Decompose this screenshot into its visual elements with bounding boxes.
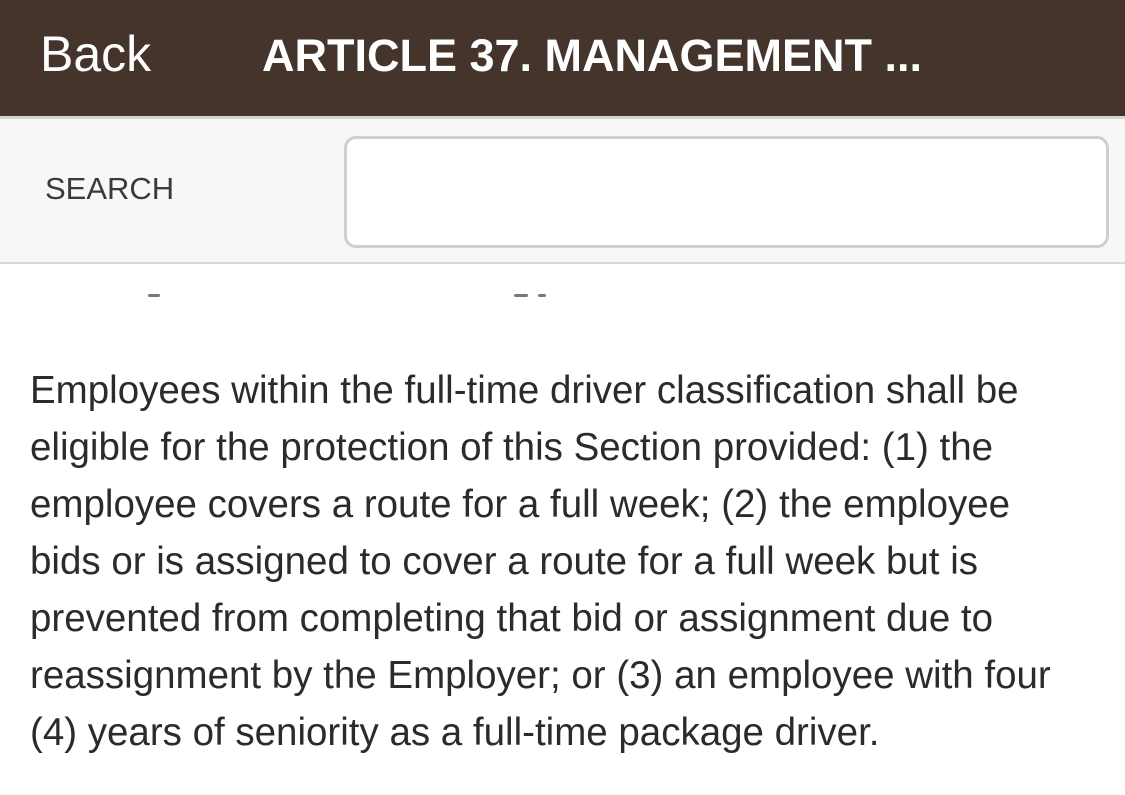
- search-input[interactable]: [344, 136, 1109, 248]
- navigation-header: [0, 0, 1125, 116]
- clipped-text-fragment: [538, 294, 546, 297]
- clipped-text-fragment: [514, 294, 528, 297]
- search-label: SEARCH: [45, 171, 175, 206]
- article-paragraph: Employees within the full-time driver classification shall be eligible for the protection of this Section provided: (1) the employee covers a route for a full week; (2) the employee bids or is assigned to cover a route for a full week but is prevented from completing that bid or assignment due to reassignment by the Employer; or (3) an employee with four (4) years of seniority as a full-time package driver.: [30, 369, 1051, 754]
- clipped-text-fragment: [148, 294, 160, 297]
- search-bar: [0, 116, 1125, 264]
- page-title: ARTICLE 37. MANAGEMENT ...: [262, 30, 923, 81]
- back-button[interactable]: Back: [40, 26, 152, 82]
- article-content: [30, 362, 1090, 761]
